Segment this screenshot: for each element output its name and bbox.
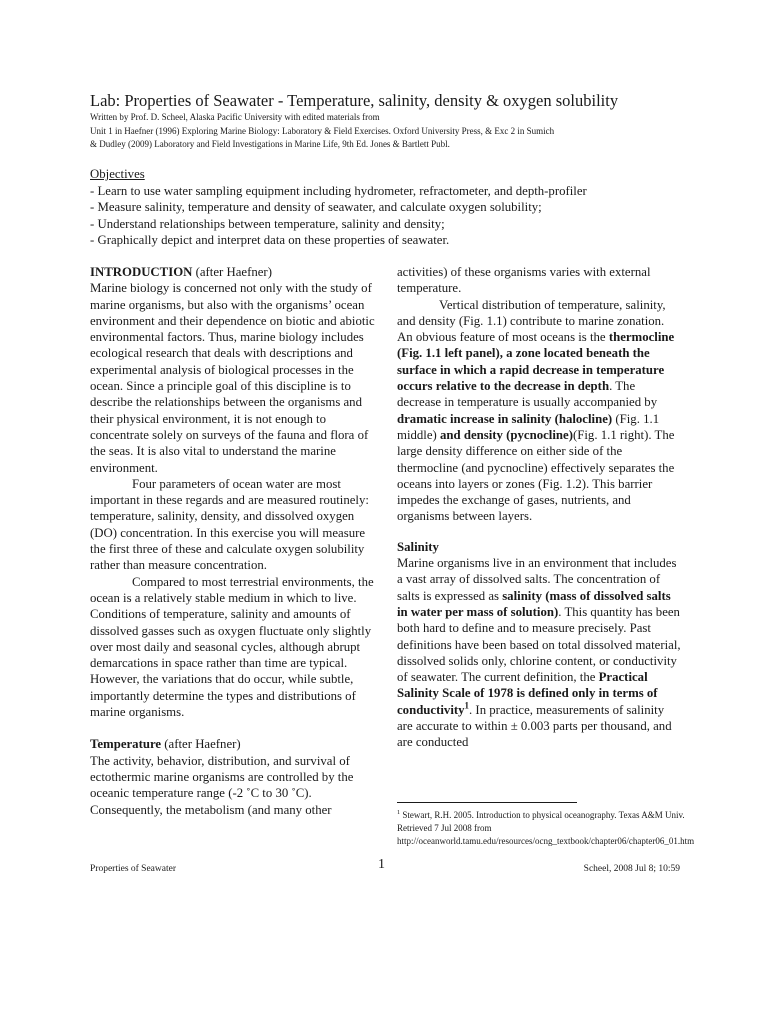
- vertical-distribution-paragraph: [397, 297, 681, 525]
- objectives-heading: Objectives: [90, 167, 145, 181]
- page-number: 1: [378, 857, 385, 872]
- text-run: . The decrease in temperature is usually accompanied by: [397, 379, 658, 410]
- footer-title: Properties of Seawater: [90, 864, 176, 874]
- spacer: [90, 720, 376, 736]
- text-run: (Fig. 1.1 middle): [397, 411, 660, 442]
- spacer: [397, 525, 681, 539]
- introduction-heading: INTRODUCTION: [90, 265, 193, 279]
- right-column: [397, 264, 681, 751]
- bold-run: dramatic increase in salinity (halocline): [397, 411, 613, 426]
- bold-run: Practical Salinity Scale of 1978 is defined only in terms of conductivity: [397, 670, 658, 717]
- footnote-divider: [397, 802, 577, 803]
- bold-run: salinity (mass of dissolved salts in water per mass of solution): [397, 588, 671, 619]
- objective-item: - Learn to use water sampling equipment including hydrometer, refractometer, and depth-profiler: [90, 183, 587, 198]
- author-byline: [90, 111, 690, 152]
- left-column: [90, 264, 376, 818]
- bold-run: thermocline (Fig. 1.1 left panel), a zone located beneath the surface in which a rapid decrease in temperature occurs relative to the decrease in depth: [397, 330, 675, 394]
- byline-line: Unit 1 in Haefner (1996) Exploring Marine Biology: Laboratory & Field Exercises. Oxford University Press, & Exc 2 in Sumich: [90, 125, 555, 136]
- footnote: [397, 809, 695, 847]
- temperature-paragraph: The activity, behavior, distribution, and survival of ectothermic marine organisms are controlled by the oceanic temperature range (-2 ˚C to 30 ˚C). Consequently, the metabolism (and many other: [90, 753, 354, 817]
- footnote-marker: 1: [464, 700, 470, 711]
- objective-item: - Graphically depict and interpret data on these properties of seawater.: [90, 233, 450, 247]
- salinity-heading: Salinity: [397, 539, 439, 554]
- text-run: . In practice, measurements of salinity are accurate to within ± 0.003 parts per thousand, and are conducted: [397, 702, 672, 750]
- introduction-heading-note: (after Haefner): [192, 265, 272, 279]
- text-run: . This quantity has been both hard to define and to measure precisely. Past definitions have been based on total dissolved material, dissolved solids only, chlorine content, or conductivity of seawater. The current definition, the: [397, 604, 681, 685]
- document-title: Lab: Properties of Seawater - Temperature, salinity, density & oxygen solubility: [90, 91, 619, 110]
- salinity-paragraph: [397, 555, 681, 751]
- continuation-paragraph: activities) of these organisms varies with external temperature.: [397, 265, 651, 296]
- objective-item: - Understand relationships between temperature, salinity and density;: [90, 216, 445, 231]
- text-run: (Fig. 1.1 right). The large density difference on either side of the thermocline (and pycnocline) effectively separates the oceans into layers or zones (Fig. 1.2). This barrier impedes the exchange of gases, nutrients, and organisms between layers.: [397, 427, 675, 524]
- temperature-heading: Temperature: [90, 737, 162, 752]
- text-run: Vertical distribution of temperature, salinity, and density (Fig. 1.1) contribute to marine zonation. An obvious feature of most oceans is the: [397, 297, 666, 345]
- temperature-heading-note: (after Haefner): [161, 737, 241, 752]
- introduction-heading-line: [90, 264, 376, 280]
- bold-run: and density (pycnocline): [440, 427, 573, 442]
- intro-paragraph: Marine biology is concerned not only with the study of marine organisms, but also with the organisms’ ocean environment and their dependence on biotic and abiotic environmental factors. Thus, marine biology includes ecological research that deals with descriptions and experimental analysis of biological processes in the ocean. Since a principle goal of this discipline is to describe the relationships between the organisms and their physical environment, it is not enough to concentrate solely on surveys of the fauna and flora of the seas. It is also vital to understand the marine environment.: [90, 281, 375, 475]
- footnote-text: Stewart, R.H. 2005. Introduction to physical oceanography. Texas A&M Univ. Retrieved 7 Jul 2008 from http://oceanworld.tamu.edu/resources/ocng_textbook/chapter06/chapter06_01.htm: [397, 810, 695, 846]
- byline-line: Written by Prof. D. Scheel, Alaska Pacific University with edited materials from: [90, 112, 380, 122]
- objective-item: - Measure salinity, temperature and density of seawater, and calculate oxygen solubility;: [90, 200, 542, 214]
- byline-line: & Dudley (2009) Laboratory and Field Investigations in Marine Life, 9th Ed. Jones & Bartlett Publ.: [90, 139, 450, 149]
- intro-paragraph: Four parameters of ocean water are most important in these regards and are measured routinely: temperature, salinity, density, and dissolved oxygen (DO) concentration. In this exercise you will measure the first three of these and calculate oxygen solubility rather than measure concentration.: [90, 476, 369, 573]
- intro-paragraph: Compared to most terrestrial environments, the ocean is a relatively stable medium in which to live. Conditions of temperature, salinity and amounts of dissolved gasses such as oxygen fluctuate only slightly over most daily and seasonal cycles, although abrupt demarcations in space rather than time are typical. However, the variations that do occur, while subtle, importantly determine the types and distributions of marine organisms.: [90, 574, 374, 720]
- text-run: Marine organisms live in an environment that includes a vast array of dissolved salts. The concentration of salts is expressed as: [397, 556, 677, 603]
- footnote-number: 1: [397, 809, 401, 816]
- temperature-heading-line: [90, 736, 376, 752]
- footer-author-date: Scheel, 2008 Jul 8; 10:59: [583, 864, 680, 874]
- objectives-section: [90, 166, 690, 249]
